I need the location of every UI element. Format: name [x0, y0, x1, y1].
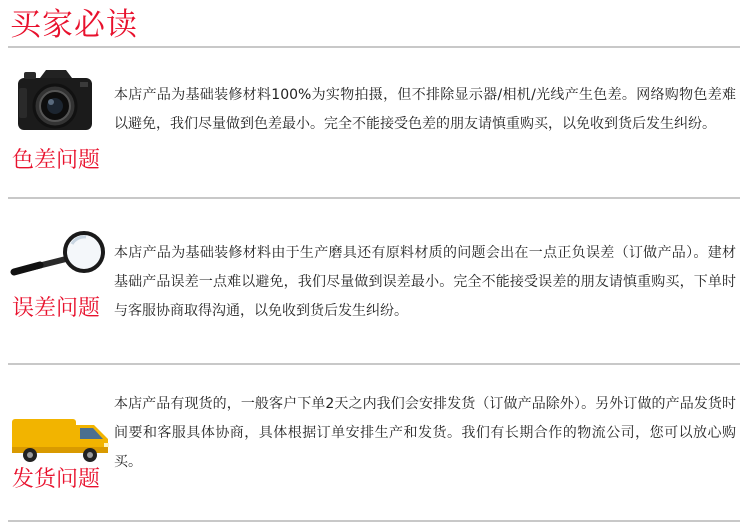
magnifier-icon: [10, 228, 110, 288]
section-label: 色差问题: [12, 148, 101, 173]
divider: [8, 363, 740, 365]
section-text: 本店产品为基础装修材料100%为实物拍摄，但不排除显示器/相机/光线产生色差。网络购物色差难以避免，我们尽量做到色差最小。完全不能接受色差的朋友请慎重购买，以免收到货后发生纠纷。: [114, 87, 736, 132]
camera-icon: [10, 66, 100, 140]
section-text: 本店产品有现货的，一般客户下单2天之内我们会安排发货（订做产品除外）。另外订做的产品发货时间要和客服具体协商，具体根据订单安排生产和发货。我们有长期合作的物流公司，您可以放心购买。: [114, 396, 736, 470]
section-label: 发货问题: [12, 467, 101, 492]
divider: [8, 46, 740, 48]
page-title: 买家必读: [10, 7, 138, 43]
delivery-van-icon: [10, 413, 114, 467]
divider: [8, 520, 740, 522]
section-label: 误差问题: [12, 296, 101, 321]
divider: [8, 197, 740, 199]
section-text: 本店产品为基础装修材料由于生产磨具还有原料材质的问题会出在一点正负误差（订做产品）。建材基础产品误差一点难以避免，我们尽量做到误差最小。完全不能接受误差的朋友请慎重购买，下单时与客服协商取得沟通，以免收到货后发生纠纷。: [114, 245, 736, 319]
